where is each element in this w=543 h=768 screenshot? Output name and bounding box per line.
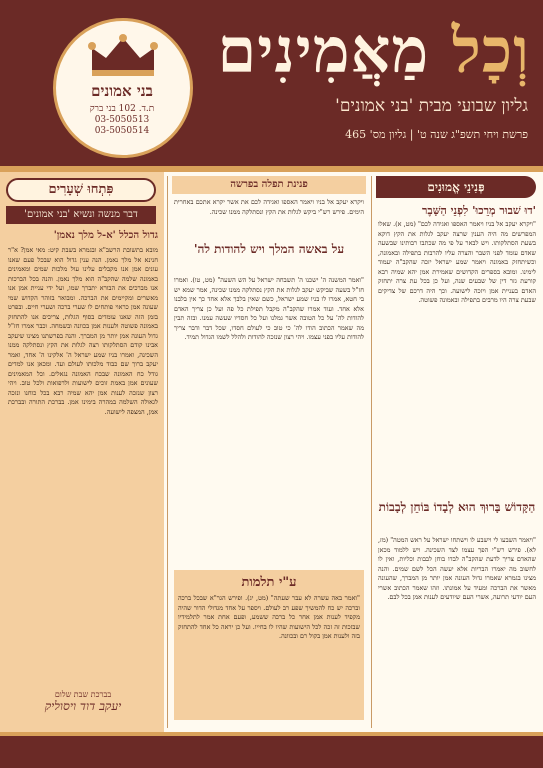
middle-story-title: ע"י תלמות	[241, 575, 297, 590]
signature-name: יעקב דוד ויסוליק	[44, 699, 122, 713]
right-article2-heading: הַקָּדוֹשׁ בָּרוּךְ הוּא לְבָדוֹ בּוֹחֵן לְבָבוֹת	[378, 500, 536, 514]
middle-article-heading: על באשה המלך ויש להודות לה'	[193, 242, 345, 256]
masthead-title-rest: מַאֲמִינִים	[217, 14, 430, 87]
masthead-subtitle: גליון שבועי מבית 'בני אמונים'	[335, 96, 528, 116]
middle-intro: ויקרא יעקב אל בניו ויאמר האספו ואגידה לכם את אשר יקרא אתכם באחרית הימים. פירש רש"י ביקש לגלות את הקץ ונסתלקה ממנו שכינה.	[174, 198, 364, 216]
middle-banner: פנינת תפלה בפרשה	[172, 176, 366, 194]
signature-prefix: בברכת שבת שלום	[54, 690, 112, 699]
crown-icon	[86, 34, 160, 78]
logo-fax: 03-5050514	[94, 126, 150, 136]
right-article2-body: "ויאמר השבעו לי וישבע לו וישתחו ישראל על ראש המטה" (מז, לא). פירש רש"י הפך עצמו לצד השכינה. ויש ללמוד מכאן שהאדם צריך לדעת שהקב"ה לבדו בוחן לבבות וכליות, ואין לו לחשוב מה יאמרו הבריות אלא יעשה הכל לשם שמים. והנה מצינו בגמרא שאמרו גדול העונה אמן יותר מן המברך, שהעונה מאשר את הברכה ומעיד על אמונתו. וזהו שאמר הכתוב אשרי העם יודעי תרועה, אשרי העם שיודעים לענות אמן בכל לבם.	[378, 536, 536, 601]
column-divider	[167, 176, 168, 728]
left-article-body: מובא בתשובת הרשב"א ובגמרא בשבת קיט: מאי אמן? א"ר חנינא אל מלך נאמן. הנה ענין גדול הוא שבכל פעם שאנו עונים אמן אנו מקבלים עלינו עול מלכות שמים ומאמינים באמונה שלמה שהקב"ה הוא מלך נאמן. והנה בכל הברכות אנו מברכים את הבורא יתברך שמו, ועל ידי עניית אמן אנו מאשרים ומקיימים את הברכה. ומבואר בזוהר הקדוש שמי שעונה אמן כראוי פותחים לו שערי ברכה ושערי חיים. ובפרט בזמן הזה שאנו עומדים בסוף הגלות, צריכים אנו להתחזק באמונה פשוטה ולענות אמן בכוונה ובשמחה. וכבר אמרו חז"ל גדול העונה אמן יותר מן המברך. והנה בפרשתנו מצינו שיעקב אבינו קודם הסתלקותו רצה לגלות את הקץ ונסתלקה ממנו השכינה, ואמרו בניו שמע ישראל ה' אלקינו ה' אחד, ואמר יעקב ברוך שם כבוד מלכותו לעולם ועד. ומכאן אנו למדים גודל כח האמונה שבכח האמונה נגאלים. וכל המאמינים שעונים אמן באמת זוכים לישועות ולרפואות ולכל טוב. ויהי רצון שנזכה לענות אמן יהא שמיה רבא בכל כוחנו ונזכה לגאולה השלמה במהרה בימינו אמן. בברכת התורה ובברכת אמן, המצפה לישועה.	[8, 246, 158, 416]
right-article-body: "ויקרא יעקב אל בניו ויאמר האספו ואגידה לכם" (מט, א). שאלו המפרשים מה היה הענין שרצה יעקב לגלות את הקץ דוקא בשעת הסתלקותו. ויש לבאר על פי מה שכתבו רבותינו שבשעה שאדם עומד לפני השבר והצרה עליו להרבות בתפילה ובאמונה, וכשיתחזק באמונה ויאמר שמע ישראל יזכה שהקב"ה יעמוד לימינו. ומובא בספרים הקדושים שאמירת אמן יהא שמיה רבא קורעת גזר דין של שבעים שנה, ועל כן בכל עת צרה יתחזק האדם בעניית אמן ויזכה לישועה. וכך היה דרכם של צדיקים שבעת צרה היו מרבים בתפילה ובאמונה פשוטה.	[378, 220, 536, 304]
middle-story-body: "ואמר באה עשרה לא עבר שעתה" (מט, יג). ופירש הגר"א שבכל ברכה וברכה יש כח להמשיך שפע רב לעולם. ויספר על אחד מגדולי הדור שהיה מקפיד לענות אמן אחר כל ברכה ששמע, ופעם אחת אמר לתלמידיו שבזכות זה זכה לכל הישועות שהיו לו בחייו. ועל כן יראה כל אחד להתחזק בזה ולענות אמן בקול רם ובכוונה.	[178, 594, 360, 640]
logo-phone: 03-5050513	[94, 115, 150, 125]
left-signature	[8, 690, 158, 714]
right-article-heading: 'דוּ שׁבוּר מְרֵכוּ' לִפְנֵי הַשָּׁבֶר	[422, 204, 536, 217]
logo-contact	[70, 104, 174, 137]
footer-band	[0, 732, 543, 768]
left-article-heading: גדול הכלל 'א-ל מלך נאמן'	[53, 230, 158, 241]
masthead-title	[210, 16, 530, 86]
issue-info: פרשת ויחי תשפ"ג שנה ט' | גליון מס' 465	[345, 128, 528, 141]
left-column-title: פִּתְחוּ שְׁעָרִים	[6, 178, 156, 202]
right-column-title: פְּנִינֵי אֱמוּנִים	[376, 176, 536, 198]
logo-address: ת.ד. 102 בני ברק	[89, 104, 155, 114]
masthead-title-accent: וְכָל	[451, 14, 530, 87]
logo-name: בני אמונים	[91, 82, 153, 100]
left-column-subtitle: דבר מנשה ונשיא 'בני אמונים'	[6, 206, 156, 224]
column-divider	[371, 176, 372, 728]
middle-article-body: "ואמר המשנה ה' ישכנו ה' תשבחה ישראל על הש השעה" (מט, טו). ואמרו חז"ל בשעה שביקש יעקב לגלות את הקץ נסתלקה ממנו שכינה, אמר שמא יש בי חטא, אמרו לו בניו שמע ישראל, כשם שאין בלבך אלא אחד כך אין בלבנו אלא אחד. ועוד אמרו שהקב"ה מקבל תפילת כל פה ועל כן צריך האדם להודות לה' על כל הטובה אשר גמלנו ועל כל חסדיו שעשה עמנו. ובזה תבין מה שאמר הכתוב הודו לה' כי טוב כי לעולם חסדו, שכל דבר ודבר צריך להודות עליו בפני עצמו. ויהי רצון שנזכה להודות ולהלל לשמו הגדול תמיד.	[174, 276, 364, 341]
